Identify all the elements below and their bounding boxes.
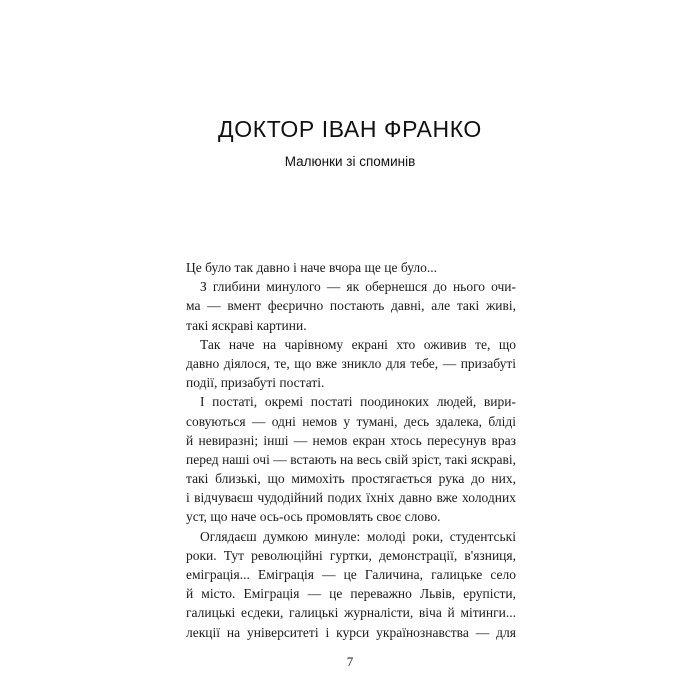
text-line: З глибини минулого — як обернешся до нього очи- (200, 279, 516, 295)
text-line: еміграція... Еміграція — це Галичина, галицьке село (186, 567, 516, 582)
text-line: Оглядаєш думкою минуле: молоді роки, студентські (200, 528, 516, 544)
text-line: й невиразні; інші — немов екран хтось пересунув враз (186, 432, 516, 448)
text-line: й місто. Еміграція — це переважно Львів, ерупісти, (186, 586, 516, 602)
chapter-subtitle: Малюнки зі споминів (284, 154, 416, 169)
page-number: 7 (346, 654, 354, 669)
text-line: ма — вмент феєрично постають давні, але такі живі, (186, 298, 516, 314)
text-line: Так наче на чарівному екрані хто оживив те, що (200, 336, 516, 352)
text-line: галицькі есдеки, галицькі журналісти, віча й мітинги... (186, 605, 516, 621)
body-text (186, 258, 516, 642)
text-line: роки. Тут революційні гуртки, демонстрації, в'язниця, (186, 547, 516, 563)
text-line: совуються — одні немов у тумані, десь здалека, бліді (186, 413, 516, 429)
text-line: давно діялося, те, що вже зникло для тебе, — призабуті (186, 355, 516, 371)
chapter-title: ДОКТОР ІВАН ФРАНКО (218, 116, 482, 142)
text-line: такі яскраві картини. (186, 317, 307, 333)
text-line: уст, що наче ось-ось промовлять своє слово. (186, 509, 441, 525)
text-line: лекції на університеті і курси українознавства — для (186, 624, 516, 640)
text-line: І постаті, окремі постаті поодиноких людей, вири- (200, 394, 516, 410)
text-line: перед наші очі — встають на весь свій зріст, такі яскраві, (186, 451, 516, 467)
text-line: і відчуваєш чудодійний подих їхніх давно вже холодних (186, 490, 516, 506)
text-line: Це було так давно і наче вчора ще це було... (186, 260, 438, 275)
text-line: події, призабуті постаті. (186, 375, 325, 391)
text-line: такі близькі, що мимохіть простягається рука до них, (186, 471, 516, 487)
